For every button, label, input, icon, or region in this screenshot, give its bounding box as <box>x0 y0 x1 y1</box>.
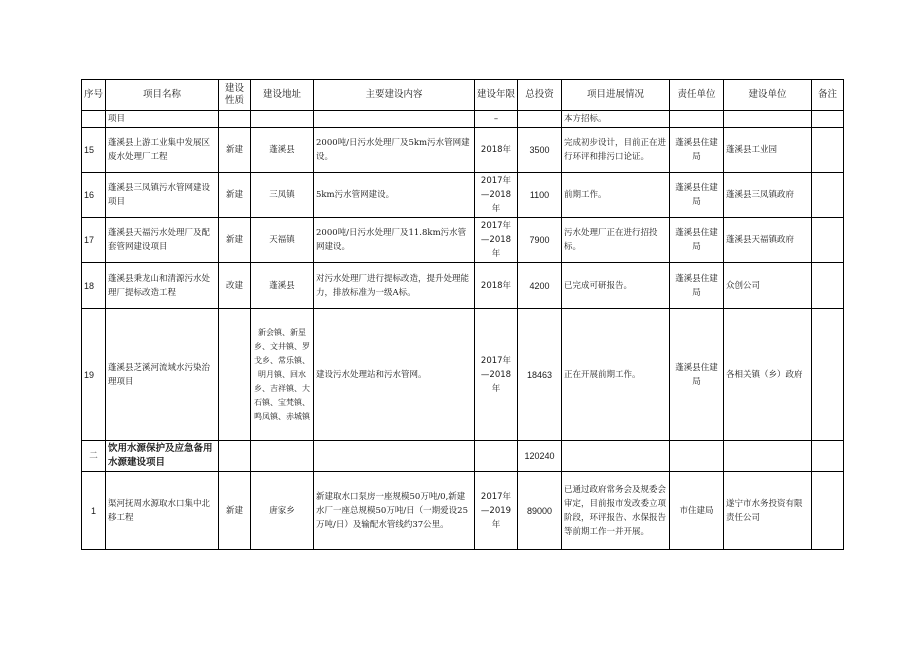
cell-no: 19 <box>82 309 106 441</box>
header-responsible: 责任单位 <box>670 80 724 111</box>
cell-investment: 1100 <box>518 173 562 218</box>
cell-name: 项目 <box>106 111 219 128</box>
header-investment: 总投资 <box>518 80 562 111</box>
cell-name: 蓬溪县三凤镇污水管网建设项目 <box>106 173 219 218</box>
cell-content: 2000吨/日污水处理厂及11.8km污水管网建设。 <box>314 218 475 263</box>
cell-address: 蓬溪县 <box>251 128 314 173</box>
header-progress: 项目进展情况 <box>562 80 670 111</box>
header-period: 建设年限 <box>475 80 518 111</box>
cell-progress: 完成初步设计，目前正在进行环评和排污口论证。 <box>562 128 670 173</box>
cell-responsible: 市住建局 <box>670 472 724 550</box>
cell-builder: 蓬溪县天福镇政府 <box>724 218 812 263</box>
section-no: 二 <box>82 441 106 472</box>
cell-nature: 新建 <box>219 173 251 218</box>
cell-content: 对污水处理厂进行提标改造，提升处理能力，排放标准为一级A标。 <box>314 263 475 309</box>
project-table <box>81 79 844 550</box>
cell-builder: 众创公司 <box>724 263 812 309</box>
cell-builder: 遂宁市水务投资有限责任公司 <box>724 472 812 550</box>
cell-period: 2017年—2019年 <box>475 472 518 550</box>
cell-content: 新建取水口泵房一座规模50万吨/0,新建水厂一座总规模50万吨/日（一期爱设25万吨/日）及输配水管线约37公里。 <box>314 472 475 550</box>
cell-name: 渠河抚周水源取水口集中北移工程 <box>106 472 219 550</box>
table-row <box>82 128 844 173</box>
header-content: 主要建设内容 <box>314 80 475 111</box>
cell-investment: 7900 <box>518 218 562 263</box>
table-row <box>82 218 844 263</box>
cell-nature: 新建 <box>219 218 251 263</box>
cell-note <box>812 472 844 550</box>
cell-period: 2018年 <box>475 128 518 173</box>
header-address: 建设地址 <box>251 80 314 111</box>
cell-note <box>812 309 844 441</box>
header-nature: 建设性质 <box>219 80 251 111</box>
header-note: 备注 <box>812 80 844 111</box>
cell-no: 1 <box>82 472 106 550</box>
cell-address: 天福镇 <box>251 218 314 263</box>
table-row <box>82 309 844 441</box>
header-no: 序号 <box>82 80 106 111</box>
section-row <box>82 441 844 472</box>
cell-progress: 正在开展前期工作。 <box>562 309 670 441</box>
cell-investment: 4200 <box>518 263 562 309</box>
cell-progress: 已完成可研报告。 <box>562 263 670 309</box>
cell-no: 16 <box>82 173 106 218</box>
header-name: 项目名称 <box>106 80 219 111</box>
cell-address: 三凤镇 <box>251 173 314 218</box>
cell-no: 18 <box>82 263 106 309</box>
cell-progress: 前期工作。 <box>562 173 670 218</box>
table-row <box>82 111 844 128</box>
cell-responsible: 蓬溪县住建局 <box>670 309 724 441</box>
cell-period: 2017年—2018年 <box>475 309 518 441</box>
cell-name: 蓬溪县秉龙山和清源污水处理厂提标改造工程 <box>106 263 219 309</box>
cell-note <box>812 263 844 309</box>
cell-responsible: 蓬溪县住建局 <box>670 263 724 309</box>
cell-progress: 本方招标。 <box>562 111 670 128</box>
header-row <box>82 80 844 111</box>
cell-no: 15 <box>82 128 106 173</box>
cell-investment: 18463 <box>518 309 562 441</box>
cell-name: 蓬溪县天福污水处理厂及配套管网建设项目 <box>106 218 219 263</box>
cell-note <box>812 218 844 263</box>
section-title: 饮用水源保护及应急备用水源建设项目 <box>106 441 219 472</box>
cell-period: 2017年—2018年 <box>475 218 518 263</box>
cell-address: 新会镇、新星乡、文井镇、罗戈乡、常乐镇、明月镇、回水乡、吉祥镇、大石镇、宝梵镇、鸣凤镇、赤城镇 <box>251 309 314 441</box>
cell-name: 蓬溪县芝溪河流域水污染治理项目 <box>106 309 219 441</box>
cell-responsible: 蓬溪县住建局 <box>670 173 724 218</box>
cell-name: 蓬溪县上游工业集中发展区废水处理厂工程 <box>106 128 219 173</box>
cell-note <box>812 173 844 218</box>
cell-content: 建设污水处理站和污水管网。 <box>314 309 475 441</box>
cell-investment: 3500 <box>518 128 562 173</box>
cell-builder: 蓬溪县工业园 <box>724 128 812 173</box>
cell-responsible: 蓬溪县住建局 <box>670 218 724 263</box>
cell-progress: 污水处理厂正在进行招投标。 <box>562 218 670 263</box>
cell-address: 唐家乡 <box>251 472 314 550</box>
cell-nature: 改建 <box>219 263 251 309</box>
cell-builder: 各相关镇（乡）政府 <box>724 309 812 441</box>
table-row <box>82 472 844 550</box>
header-builder: 建设单位 <box>724 80 812 111</box>
cell-builder: 蓬溪县三凤镇政府 <box>724 173 812 218</box>
cell-responsible: 蓬溪县住建局 <box>670 128 724 173</box>
section-investment: 120240 <box>518 441 562 472</box>
cell-period: 2018年 <box>475 263 518 309</box>
cell-note <box>812 128 844 173</box>
cell-period: 2017年—2018年 <box>475 173 518 218</box>
cell-investment: 89000 <box>518 472 562 550</box>
cell-address: 蓬溪县 <box>251 263 314 309</box>
cell-content: 5km污水管网建设。 <box>314 173 475 218</box>
table-row <box>82 173 844 218</box>
cell-period: – <box>475 111 518 128</box>
cell-progress: 已通过政府常务会及规委会审定，目前报市发改委立项阶段，环评报告、水保报告等前期工作一并开展。 <box>562 472 670 550</box>
cell-nature: 新建 <box>219 128 251 173</box>
cell-content: 2000吨/日污水处理厂及5km污水管网建设。 <box>314 128 475 173</box>
cell-no: 17 <box>82 218 106 263</box>
table-row <box>82 263 844 309</box>
cell-nature: 新建 <box>219 472 251 550</box>
cell-nature <box>219 309 251 441</box>
